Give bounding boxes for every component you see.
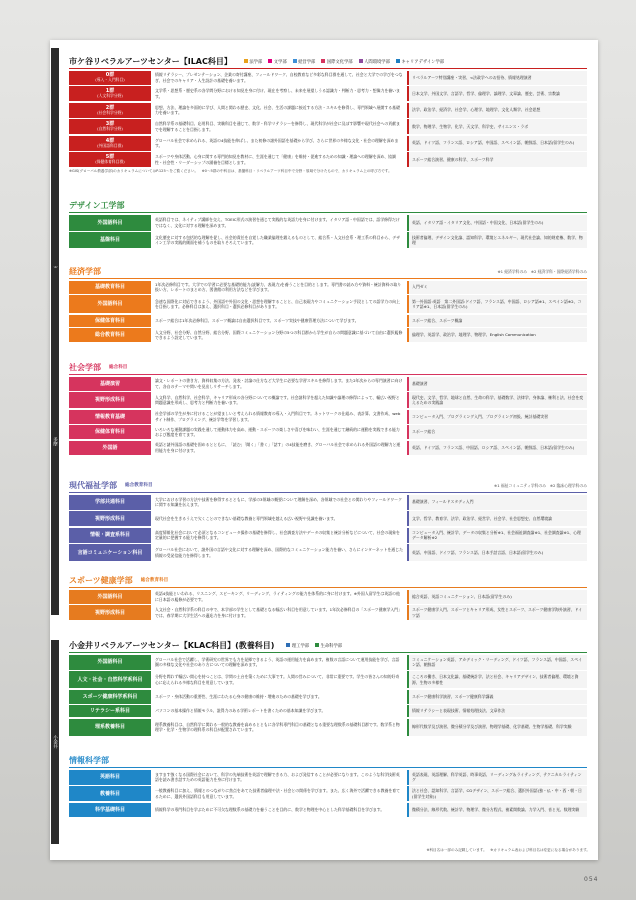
category-description: 情報リテラシー、プレゼンテーション、企業の寄付講座、フィールドワーク、自校教育など多彩な科目群を通して、社会と大学での学びをつなぎ、社会でのキャリア・人生設計の基礎を養います。 <box>155 72 403 83</box>
category-label: 基礎演習 <box>69 377 151 391</box>
category-description: 理系教養科目は、自然科学に関わる一般的な教養を高めるとともに各学科専門科目の基礎となる重要な理数系の基礎科目群です。数学系と物理学・化学・生物学の理科系の科目が配置されています。 <box>155 721 400 732</box>
legend-swatch <box>315 643 319 647</box>
table-row <box>69 71 587 85</box>
section-rule <box>69 374 587 375</box>
legend-item: 国際文化学部 <box>321 59 352 65</box>
section-tag: 総合科目 <box>109 364 128 370</box>
course-examples: 第一外国語:英語 第二外国語:ドイツ語、フランス語、中国語、ロシア語※1、スペイン語※2、コリア語※1、日本語(留学生のみ) <box>407 295 587 313</box>
table-row <box>69 410 587 424</box>
category-label: 学部共通科目 <box>69 495 151 510</box>
course-examples: 英語表現、英語理解、科学英語、時事英語、リーディング＆ライティング、テクニカルライティング <box>407 770 587 785</box>
category-description: スポーツ・身体活動の重要性、生涯にわたる心身の健康の維持・増進のための基礎を学びます。 <box>155 693 322 699</box>
table-row <box>69 803 587 817</box>
category-label: 1群 (人文科学分野) <box>69 86 151 101</box>
table-row <box>69 690 587 704</box>
table-row <box>69 215 587 231</box>
section-info <box>69 755 587 818</box>
category-label: 4群 (外国語科目群) <box>69 136 151 151</box>
course-examples: 技術者倫理、デザイン文化論、認知科学、環境とエネルギー、現代社会論、知的財産権、数学、物理 <box>407 232 587 248</box>
course-examples: 数学、物理学、生物学、化学、天文学、科学史、サイエンス・ラボ <box>407 119 587 134</box>
category-label: 視野形成科目 <box>69 392 151 408</box>
table-row <box>69 495 587 510</box>
campus-label-koganei: 小金井 <box>51 640 59 844</box>
section-klac <box>69 640 587 737</box>
table-row <box>69 544 587 561</box>
table-row <box>69 152 587 167</box>
section-social <box>69 362 587 456</box>
category-label: 外国語科目 <box>69 295 151 313</box>
legend-item: キャリアデザイン学部 <box>396 59 444 65</box>
category-label: 理系教養科目 <box>69 719 151 736</box>
section-design <box>69 200 587 250</box>
course-examples: スポーツ総合演習、健康の科学、スポーツ科学 <box>407 152 587 167</box>
category-label: 情報・調査系科目 <box>69 528 151 543</box>
table-row <box>69 281 587 294</box>
section-title: 市ケ谷リベラルアーツセンター【ILAC科目】 <box>69 56 232 66</box>
legend-swatch <box>293 59 297 63</box>
course-examples: 入門ゼミ <box>407 281 587 294</box>
table-row <box>69 295 587 313</box>
table-row <box>69 103 587 118</box>
section-rule <box>69 278 587 279</box>
course-examples: こころの働き、日本文化論、基礎統計学、法と社会、キャリアデザイン、技術者倫理、環境と資源、生物の多様性 <box>407 671 587 688</box>
category-description: 人文社会・自然科学系の科目の中で、本学部の学生として基礎となる幅広い科目を用意しています。1年次必修科目の「スポーツ健康学入門」では、春学期に大学生活への適応力を身に付けます。 <box>155 607 403 618</box>
category-description: 文化歴史に対する包括的な理解を促し、社会的責任を自覚した職業倫理を鍛えるものとして、総合系・人文社会系・理工系の科目から、デザイン工学の実践的側面を補うものを取りそろえています。 <box>155 234 401 245</box>
category-label: 英語科目 <box>69 770 151 785</box>
section-rule <box>69 652 587 653</box>
category-label: 科学基礎科目 <box>69 803 151 817</box>
course-examples: コミュニケーション英語、アカデミック・リーディング、ドイツ語、フランス語、中国語、スペイン語、朝鮮語 <box>407 655 587 670</box>
legend-swatch <box>321 59 325 63</box>
course-examples: 英語、中国語、ドイツ語、フランス語、日本手話言語、日本語(留学生のみ) <box>407 544 587 561</box>
section-title: デザイン工学部 <box>69 200 125 210</box>
table-row <box>69 671 587 688</box>
legend-swatch <box>244 59 248 63</box>
category-label: 外国語科目 <box>69 590 151 604</box>
legend-swatch <box>359 59 363 63</box>
course-examples: 英語、イタリア語・イタリア文化、中国語・中国文化、日本語(留学生のみ) <box>407 215 587 231</box>
table-row <box>69 705 587 717</box>
category-description: 自然科学系の基礎科目、応用科目、実験科目を通じて、数学・科学リテラシーを修得し、現代科学が社会に及ぼす影響や現代社会への貢献までを理解することを目指します。 <box>155 121 400 132</box>
course-examples: スポーツ健康科学演習、スポーツ健康科学講義 <box>407 690 587 704</box>
category-label: 総合教育科目 <box>69 328 151 342</box>
table-row <box>69 511 587 526</box>
category-label: 0群 (導入・入門科目) <box>69 71 151 85</box>
section-header <box>69 56 587 67</box>
course-examples: 総合英語、英語コミュニケーション、日本語(留学生のみ) <box>407 590 587 604</box>
category-label: リテラシー系科目 <box>69 705 151 717</box>
course-examples: 日本文学、外国文学、言語学、哲学、倫理学、論理学、文章論、歴史、芸術、宗教論 <box>407 86 587 101</box>
section-rule <box>69 212 587 213</box>
section-title: 現代福祉学部 <box>69 480 117 490</box>
legend-item: 生命科学部 <box>315 643 342 649</box>
category-label: 基礎教育科目 <box>69 281 151 294</box>
table-row <box>69 770 587 785</box>
legend-swatch <box>396 59 400 63</box>
legend-swatch <box>268 59 272 63</box>
section-rule <box>69 767 587 768</box>
course-examples: 基礎演習、フィールドスタディ入門 <box>407 495 587 510</box>
category-description: ますます強くなる国際社会において、科学の先端技術を英語で理解できる力、および発信することが必要になります。このような科学技術英語を読み書き話すための英語能力を身に付けます。 <box>155 771 400 782</box>
course-examples: 基礎演習 <box>407 377 587 391</box>
category-description: 思想、方法、理論を多面的に学び、人間と関わる歴史、文化、社会、生活の課題に接近する方法・スキルを修得し、専門領域へ展開する基礎力を養います。 <box>155 104 400 115</box>
category-description: パソコンの基本操作と情報モラル、説得力のある学術レポートを書くための基本知識を学びます。 <box>155 708 326 714</box>
course-examples: スポーツ総合 <box>407 425 587 439</box>
section-welfare <box>69 480 587 563</box>
section-title: 社会学部 <box>69 362 101 372</box>
table-row <box>69 590 587 604</box>
legend-item: 理工学部 <box>286 643 309 649</box>
section-note: ※1 福祉コミュニティ学科のみ ※2 臨床心理学科のみ <box>494 482 587 488</box>
course-examples: コンピュータ入門、統計学、データの収集と分析※1、社会福祉調査論※1、社会調査論※1、心理データ解析※2 <box>407 528 587 543</box>
table-row <box>69 315 587 327</box>
faculty-legend <box>244 59 444 65</box>
category-label: 保健体育科目 <box>69 315 151 327</box>
section-rule <box>69 68 587 69</box>
category-label: 外国語 <box>69 441 151 455</box>
section-title: 小金井リベラルアーツセンター【KLAC科目】(教養科目) <box>69 640 275 650</box>
legend-item: 人間環境学部 <box>359 59 390 65</box>
page-number: 054 <box>584 876 599 883</box>
course-examples: 倫理学、英語学、政治学、地理学、物理学、English Communication <box>407 328 587 342</box>
section-econ <box>69 266 587 344</box>
category-description: 急速な国際化に対応できるよう、外国語や外国の文化・思想を理解することと、自己表現力やコミュニケーション手段としての語学力の向上を目指します。必修科目は加え、選択科目・選択必修科目があります。 <box>155 298 400 309</box>
category-label: 人文・社会・自然科学系科目 <box>69 671 151 688</box>
footnote: ※科目名は一部のみ記載しています。 ※カリキュラム表および科目名は変更になる場合があります。 <box>426 848 590 852</box>
course-examples: 情報リテラシーと表現技術、情報処理技法、文章作法 <box>407 705 587 717</box>
category-description: グローバル社会において、諸外国の言語や文化に対する理解を深め、国際的なコミュニケーション能力を養い、さらにインターネットを通じた情報の受発信能力を修得します。 <box>155 547 403 558</box>
course-examples: 現代史、文学、哲学、地球と自然、生命の科学、基礎数学、法律学、身体論、権利と法、社会を変えるための実践論 <box>407 392 587 408</box>
category-label: 2群 (社会科学分野) <box>69 103 151 118</box>
section-footnote: ※GIS(グローバル教養学部)のカリキュラムについてはP.125〜をご覧ください。 ※0〜5群の中科目は、基盤科目・リベラルアーツ科目中で分野・領域で分けたもので、カリキュラム上の呼び方です。 <box>69 168 392 173</box>
category-description: いろいろな運動課題の実践を通して運動体力を高め、運動・スポーツの楽しさや喜びを味わい、生涯を通じて継続的に運動を実践できる能力および態度を育てます。 <box>155 426 400 437</box>
category-label: 外国語科目 <box>69 215 151 231</box>
course-examples: スポーツ総合、スポーツ概論 <box>407 315 587 327</box>
document-page <box>50 40 598 860</box>
table-row <box>69 232 587 248</box>
category-description: 情報科学の専門科目を学ぶために不可欠な理数系の基礎力を養うことを目的に、数学と物理を中心とした科学基礎科目を学びます。 <box>155 806 385 812</box>
course-examples: 微積分法、線形代数、統計学、物理学、微分方程式、複素関数論、力学入門、音と光、数理実験 <box>407 803 587 817</box>
table-row <box>69 655 587 670</box>
section-header <box>69 266 587 277</box>
category-label: 保健体育科目 <box>69 425 151 439</box>
category-description: 人文科学、自然科学、社会科学、キャリア形成の各分野についての概論です。社会諸科学を超えた知識や論理の修得によって、幅広い視野と問題意識を形成し、思考力と判断力を養います。 <box>155 394 400 405</box>
section-tag: 総合教育科目 <box>125 482 153 488</box>
table-row <box>69 328 587 342</box>
faculty-legend <box>286 643 342 649</box>
category-label: スポーツ健康科学系科目 <box>69 690 151 704</box>
category-label: 基盤科目 <box>69 232 151 248</box>
legend-item: 文学部 <box>268 59 286 65</box>
section-header <box>69 200 587 211</box>
category-label: 外国語科目 <box>69 655 151 670</box>
category-description: スポーツ総合は1年次必修科目、スポーツ概論は自由選択科目です。スポーツ実技や健康管理方法について学びます。 <box>155 317 359 323</box>
table-row <box>69 136 587 151</box>
category-description: 英語科目では、ネイティブ講師を交え、TOEIC形式の演習を通じて実践的な英語力を身に付けます。イタリア語・中国語では、語学修得だけではなく、文化に対する理解を深めます。 <box>155 217 400 228</box>
table-row <box>69 392 587 408</box>
legend-item: 経営学部 <box>293 59 316 65</box>
course-examples: 英語、ドイツ語、フランス語、ロシア語、中国語、スペイン語、朝鮮語、日本語(留学生のみ) <box>407 136 587 151</box>
course-examples: 線形代数学及び演習、微分積分学及び演習、物理学基礎、化学基礎、生物学基礎、科学実験 <box>407 719 587 736</box>
category-description: 1年次必修科目です。大学での学習に必要な基礎的能力(読解力、表現力)を養うことを目的とします。専門書の読み方や資料・統計資料の取り扱い方、レポートのまとめ方、図書館の利用方法などを学びます。 <box>155 281 402 292</box>
table-row <box>69 605 587 620</box>
category-description: 英語と諸外国語の基礎を固めるとともに、「読む」「聞く」「書く」「話す」の4技能を磨き、グローバル社会で求められる外国語の理解力と運用能力を身に付けます。 <box>155 442 401 453</box>
table-row <box>69 425 587 439</box>
category-label: 情報教育基礎 <box>69 410 151 424</box>
legend-swatch <box>286 643 290 647</box>
category-description: スポーツや身体活動、心身に関する専門的知見を教材に、生涯を通じて「健康」を維持・促進するための知識・理論への理解を深め、協調性・社会性・リーダーシップの涵養を目標とします。 <box>155 154 396 165</box>
section-sports <box>69 575 587 622</box>
category-description: 人文分野、社会分野、自然分野、総合分野、国際コミュニケーション分野の5つの科目群から学生が自らの問題意識に基づいて自由に選択履修できるよう設定しています。 <box>155 329 403 340</box>
table-row <box>69 786 587 801</box>
category-label: 5群 (保健体育科目群) <box>69 152 151 167</box>
section-header <box>69 640 587 651</box>
section-title: スポーツ健康学部 <box>69 575 133 585</box>
category-label: 言語コミュニケーション科目 <box>69 544 151 561</box>
table-row <box>69 528 587 543</box>
section-title: 情報科学部 <box>69 755 109 765</box>
category-description: 分野を問わず幅広い関心を持つことは、学問の土台を築くために大事です。人間の営みについて、非常に重要です。学生の皆さんの知的好奇心に応えられる多様な科目を用意しています。 <box>155 674 400 685</box>
course-examples: 法学、政治学、経済学、社会学、心理学、地理学、文化人類学、社会思想 <box>407 103 587 118</box>
course-examples: コンピュータ入門、プログラミング入門、プログラミング初級、統計基礎実習 <box>407 410 587 424</box>
section-note: ※1 経済学科のみ ※2 経済学科・国際経済学科のみ <box>497 268 587 274</box>
category-label: 教養科目 <box>69 786 151 801</box>
course-examples: リベラルアーツ特別講座・実習、<法政学へのお招待、情報処理演習 <box>407 71 587 85</box>
category-description: 英語4技能といわれる、リスニング、スピーキング、リーディング、ライティングの能力を体系的に身に付けます。※外国人留学生は英語の他に日本語の履修が必要です。 <box>155 591 400 602</box>
table-row <box>69 719 587 736</box>
category-label: 視野形成科目 <box>69 511 151 526</box>
section-header <box>69 362 587 373</box>
category-description: 論文・レポートの書き方、資料収集の方法、発表・討論の仕方など大学生に必要な学習スキルを修得します。また2年次からの専門演習に向けて、各自のテーマや問いを見出しリサーチします。 <box>155 378 403 389</box>
section-title: 経済学部 <box>69 266 101 276</box>
course-examples: 英語、ドイツ語、フランス語、中国語、ロシア語、スペイン語、朝鮮語、日本語(留学生のみ) <box>407 441 587 455</box>
section-header <box>69 755 587 766</box>
category-label: 3群 (自然科学分野) <box>69 119 151 134</box>
section-header <box>69 480 587 491</box>
category-description: グローバル社会で活躍し、学術研究の世界でも力を発揮できるよう、英語の運用能力を高めます。複数の言語について運用技能を学び、言語圏の多様な文化や社会のあり方についての理解を深めます。 <box>155 656 400 667</box>
section-tag: 総合教育科目 <box>140 577 169 583</box>
section-rule <box>69 587 587 588</box>
table-row <box>69 119 587 134</box>
category-description: 大学における学習の方法や技術を修得するとともに、学部の3領域の概要について理解を深め、各領域での社会との関わりやフィールドワークに関する知識を伝えます。 <box>155 496 402 507</box>
category-description: グローバル社会で求められる、英語の4技能を伸ばし、また初修の諸外国語を基礎から学び、さらに世界の多様な文化・社会の理解を深めます。 <box>155 137 399 148</box>
table-row <box>69 377 587 391</box>
category-description: 現代社会を生きるうえで欠くことのできない基礎な教養と専門領域を越える広い視野や見識を養います。 <box>155 515 338 521</box>
category-description: 文学系・思想系・歴史系の各学問分野における知見を身に付け、現在を考察し、未来を展望しうる認識力・判断力・思考力・想像力を養います。 <box>155 88 400 99</box>
category-description: 一般教養科目に加え、情報とのつながりに焦点をあてた技術者倫理や法・社会との関係を学びます。また、広く海外で活躍できる教養を育てるために、選択外国語科目も用意しています。 <box>155 788 401 799</box>
table-row <box>69 441 587 455</box>
course-examples: スポーツ健康学入門、スポーツとキャリア形成、女性とスポーツ、スポーツ健康学海外演習、ドイツ語 <box>407 605 587 620</box>
section-rule <box>69 492 587 493</box>
category-description: 高度情報化社会において必須となるコンピュータ操作の基礎を修得し、社会調査方法やデータの収集と統計分析などについて、社会の現象を定量的に把握する能力を修得します。 <box>155 529 400 540</box>
course-examples: 法と社会、認知科学、言語学、CGデザイン、スポーツ総合、選択外国語(独・仏・中・西・朝・日(留学生対象)) <box>407 786 587 801</box>
campus-label-tama: 多摩 <box>51 268 59 615</box>
category-description: 社会学部の学生が身に付けることが望ましいと考えられる情報教育の導入・入門科目です。ネットワークの仕組み、表計算、文書作成、webサイト制作、プログラミング、統計学等を学習します。 <box>155 411 401 422</box>
course-examples: 文学、哲学、教育学、法学、政治学、経営学、社会学、社会思想史、自然環境論 <box>407 511 587 526</box>
legend-item: 法学部 <box>244 59 262 65</box>
section-ilac <box>69 56 587 174</box>
section-header <box>69 575 587 586</box>
category-label: 視野形成科目 <box>69 605 151 620</box>
table-row <box>69 86 587 101</box>
